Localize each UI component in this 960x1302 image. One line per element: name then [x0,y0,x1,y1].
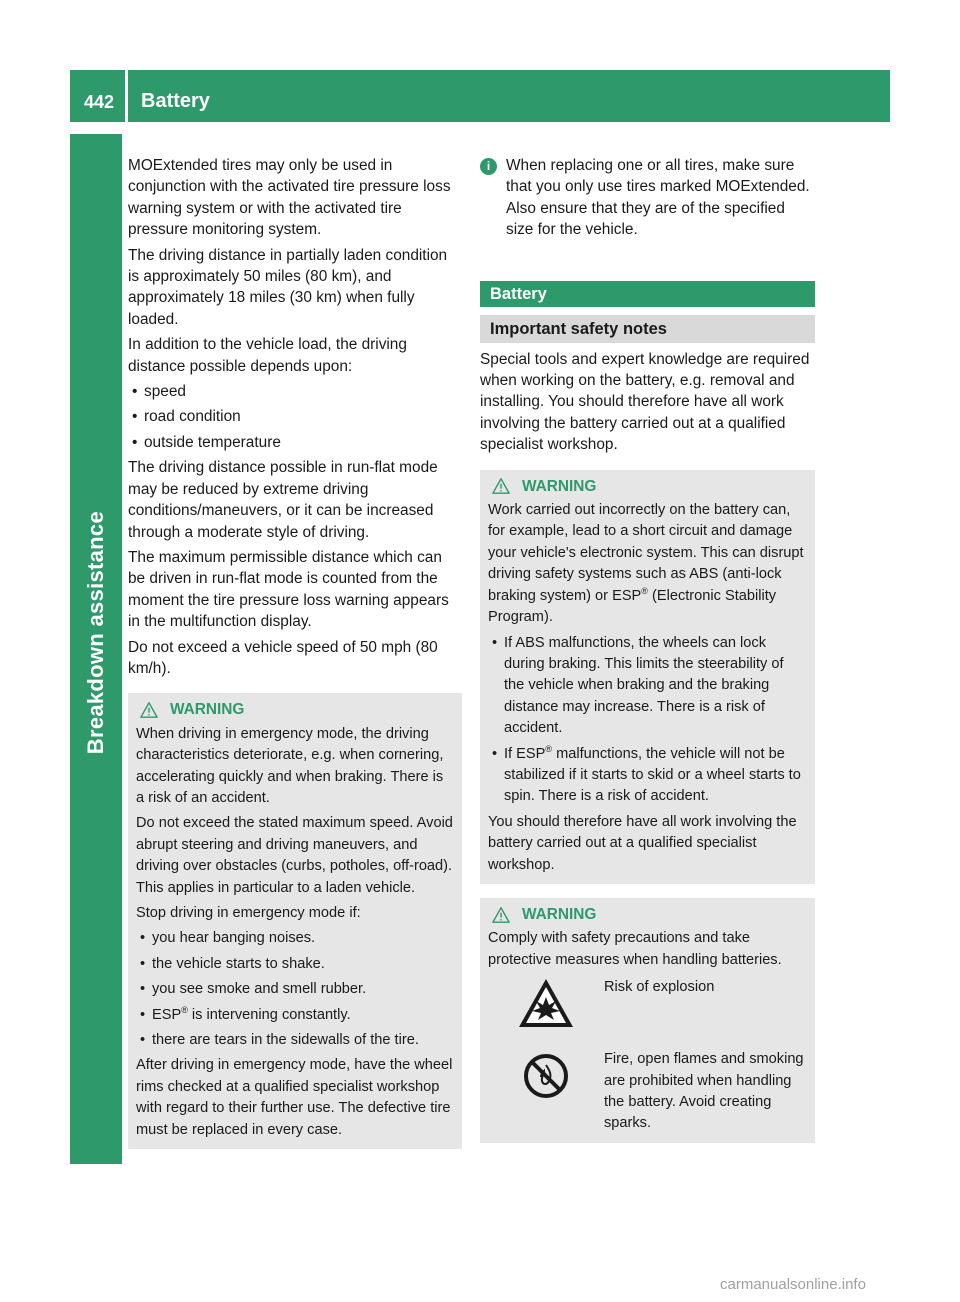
warning-label: WARNING [170,701,245,719]
watermark: carmanualsonline.info [720,1276,866,1293]
bullet-list [128,381,462,453]
warning-box [480,898,815,1143]
list-item-text: is intervening constantly. [187,1006,351,1023]
list-item: • road condition [128,406,462,427]
paragraph: The maximum permissible distance which can be driven in run-flat mode is counted from the moment the tire pressure loss warning appears in the multifunction display. [128,548,449,631]
list-item [136,1005,454,1026]
bullet-list [136,928,454,1051]
paragraph: Special tools and expert knowledge are required when working on the battery, e.g. removal and installing. You should therefore have all work involving the battery carried out at a qualified specialist workshop. [480,350,810,454]
list-item-text: If ESP [504,745,546,762]
hazard-symbol [488,977,604,1029]
warning-text: Stop driving in emergency mode if: [136,905,361,921]
list-item: • you hear banging noises. [136,928,454,949]
page-number: 442 [84,92,115,112]
hazard-symbol [488,1049,604,1135]
warning-triangle-icon [492,477,510,495]
list-item-text: malfunctions, the vehicle will not be stabilized if it starts to skid or a wheel starts to spin. There is a risk of accident. [504,745,801,805]
hazard-text: Risk of explosion [604,979,715,996]
hazard-row [488,977,807,1029]
list-item: • If ABS malfunctions, the wheels can lock during braking. This limits the steerability of the vehicle when braking and the braking distance may increase. There is a risk of accident. [488,633,807,740]
warning-label: WARNING [522,477,597,495]
warning-heading [488,476,807,497]
registered-mark: ® [181,1004,188,1015]
header-divider [125,70,128,122]
right-column [480,155,815,1143]
list-item: • speed [128,381,462,402]
list-item: • there are tears in the sidewalls of the tire. [136,1030,454,1051]
warning-text [488,500,807,628]
warning-box [128,693,462,1149]
warning-text-part: Work carried out incorrectly on the battery can, for example, lead to a short circuit and damage your vehicle's electronic system. This can disrupt driving safety systems such as ABS (anti-lock braking system) or ESP [488,502,804,604]
side-tab-label-wrap [70,134,122,754]
warning-text: You should therefore have all work involving the battery carried out at a qualified specialist workshop. [488,813,797,873]
paragraph: The driving distance possible in run-flat mode may be reduced by extreme driving conditions/maneuvers, or it can be increased through a moderate style of driving. [128,459,438,541]
paragraph: In addition to the vehicle load, the driving distance possible depends upon: [128,336,407,375]
warning-heading [136,699,454,720]
info-icon: i [480,158,497,175]
warning-label: WARNING [522,905,597,923]
warning-triangle-icon [492,906,510,924]
warning-text: When driving in emergency mode, the driving characteristics deteriorate, e.g. when cornering, accelerating quickly and when braking. There is a risk of an accident. [136,725,444,806]
registered-mark: ® [641,585,648,596]
paragraph: The driving distance in partially laden condition is approximately 50 miles (80 km), and approximately 18 miles (30 km) when fully loaded. [128,246,448,328]
info-note [480,155,815,241]
warning-text: After driving in emergency mode, have the wheel rims checked at a qualified specialist workshop with regard to their further use. The defective tire must be replaced in every case. [136,1057,453,1138]
explosion-hazard-icon [517,977,575,1029]
list-item [488,744,807,808]
subsection-heading: Important safety notes [480,315,815,343]
warning-text-part: (Electronic Stability Program). [488,587,777,626]
no-fire-icon [523,1053,569,1099]
hazard-text: Fire, open flames and smoking are prohibited when handling the battery. Avoid creating sparks. [604,1051,804,1132]
bullet-list [488,633,807,808]
side-tab-label: Breakdown assistance [83,510,108,754]
paragraph: Do not exceed a vehicle speed of 50 mph (80 km/h). [128,638,438,677]
warning-triangle-icon [140,701,158,719]
warning-text: Do not exceed the stated maximum speed. Avoid abrupt steering and driving maneuvers, and driving over obstacles (curbs, potholes, off-road). This applies in particular to a laden vehicle. [136,815,453,896]
page-title: Battery [141,90,210,112]
warning-heading [488,904,807,925]
info-text: When replacing one or all tires, make sure that you only use tires marked MOExtended. Also ensure that they are of the specified size for the vehicle. [506,157,810,239]
paragraph: MOExtended tires may only be used in conjunction with the activated tire pressure loss warning system or with the activated tire pressure monitoring system. [128,157,451,239]
warning-box [480,470,815,884]
registered-mark: ® [545,743,553,754]
section-heading: Battery [480,281,815,307]
warning-text: Comply with safety precautions and take protective measures when handling batteries. [488,930,782,968]
list-item: • outside temperature [128,432,462,453]
list-item: • you see smoke and smell rubber. [136,979,454,1000]
esp-label: ESP [152,1006,182,1023]
hazard-row [488,1049,807,1135]
list-item: • the vehicle starts to shake. [136,954,454,975]
left-column [128,155,462,1149]
